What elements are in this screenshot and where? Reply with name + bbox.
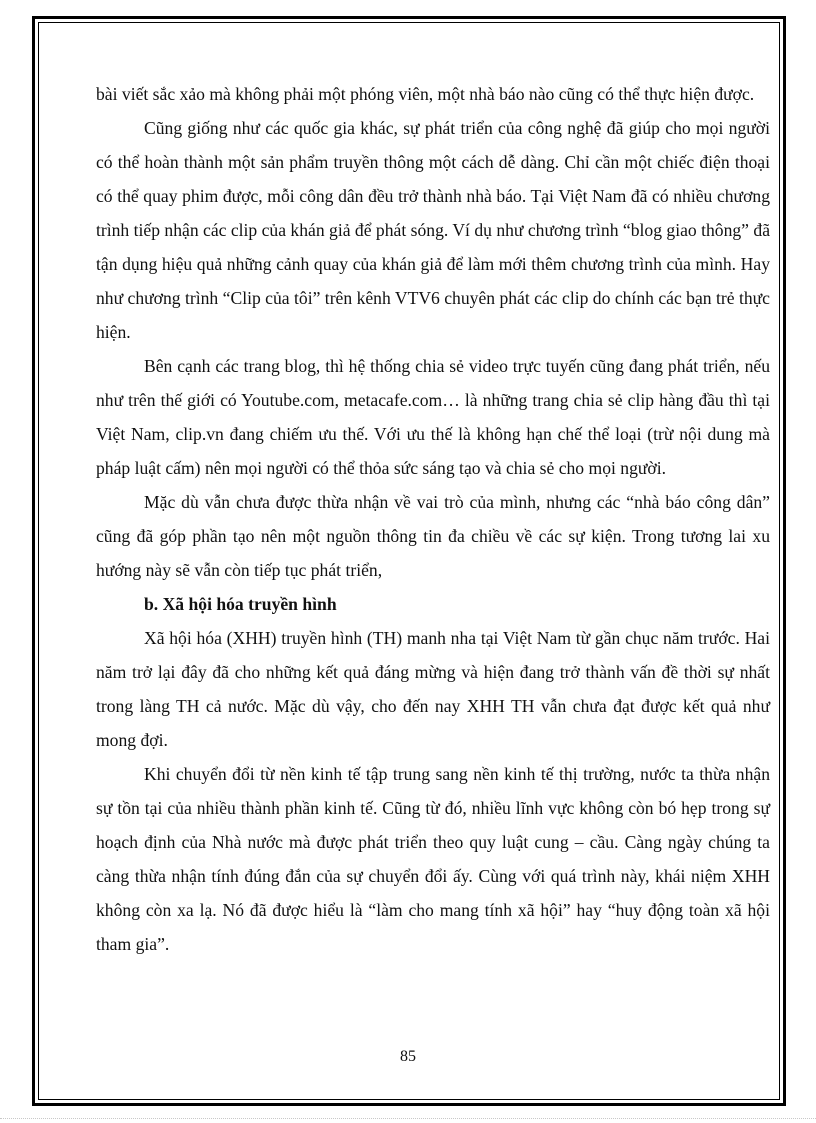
paragraph-market-economy: Khi chuyển đổi từ nền kinh tế tập trung sang nền kinh tế thị trường, nước ta thừa nhận sự tồn tại của nhiều thành phần kinh tế. Cũng từ đó, nhiều lĩnh vực không còn bó hẹp trong sự hoạch định của Nhà nước mà được phát triển theo quy luật cung – cầu. Càng ngày chúng ta càng thừa nhận tính đúng đắn của sự chuyển đổi ấy. Cùng với quá trình này, khái niệm XHH không còn xa lạ. Nó đã được hiểu là “làm cho mang tính xã hội” hay “huy động toàn xã hội tham gia”.	[96, 764, 770, 954]
paragraph-continuation: bài viết sắc xảo mà không phải một phóng viên, một nhà báo nào cũng có thể thực hiện được.	[96, 84, 755, 104]
paragraph-technology: Cũng giống như các quốc gia khác, sự phát triển của công nghệ đã giúp cho mọi người có thể hoàn thành một sản phẩm truyền thông một cách dễ dàng. Chỉ cần một chiếc điện thoại có thể quay phim được, mỗi công dân đều trở thành nhà báo. Tại Việt Nam đã có nhiều chương trình tiếp nhận các clip của khán giả để phát sóng. Ví dụ như chương trình “blog giao thông” đã tận dụng hiệu quả những cảnh quay của khán giả để làm mới thêm chương trình của mình. Hay như chương trình “Clip của tôi” trên kênh VTV6 chuyên phát các clip do chính các bạn trẻ thực hiện.	[96, 118, 770, 342]
section-heading: b. Xã hội hóa truyền hình	[144, 594, 337, 614]
bottom-dotted-rule	[0, 1118, 816, 1119]
paragraph-socialization-intro: Xã hội hóa (XHH) truyền hình (TH) manh nha tại Việt Nam từ gần chục năm trước. Hai năm trở lại đây đã cho những kết quả đáng mừng và hiện đang trở thành vấn đề thời sự nhất trong làng TH cả nước. Mặc dù vậy, cho đến nay XHH TH vẫn chưa đạt được kết quả như mong đợi.	[96, 628, 770, 750]
document-body	[96, 77, 770, 961]
page-number: 85	[400, 1048, 416, 1065]
paragraph-citizen-journalism: Mặc dù vẫn chưa được thừa nhận về vai trò của mình, nhưng các “nhà báo công dân” cũng đã góp phần tạo nên một nguồn thông tin đa chiều về các sự kiện. Trong tương lai xu hướng này sẽ vẫn còn tiếp tục phát triển,	[96, 492, 770, 580]
paragraph-video-sharing: Bên cạnh các trang blog, thì hệ thống chia sẻ video trực tuyến cũng đang phát triển, nếu như trên thế giới có Youtube.com, metacafe.com… là những trang chia sẻ clip hàng đầu thì tại Việt Nam, clip.vn đang chiếm ưu thế. Với ưu thế là không hạn chế thể loại (trừ nội dung mà pháp luật cấm) nên mọi người có thể thỏa sức sáng tạo và chia sẻ cho mọi người.	[96, 356, 770, 478]
